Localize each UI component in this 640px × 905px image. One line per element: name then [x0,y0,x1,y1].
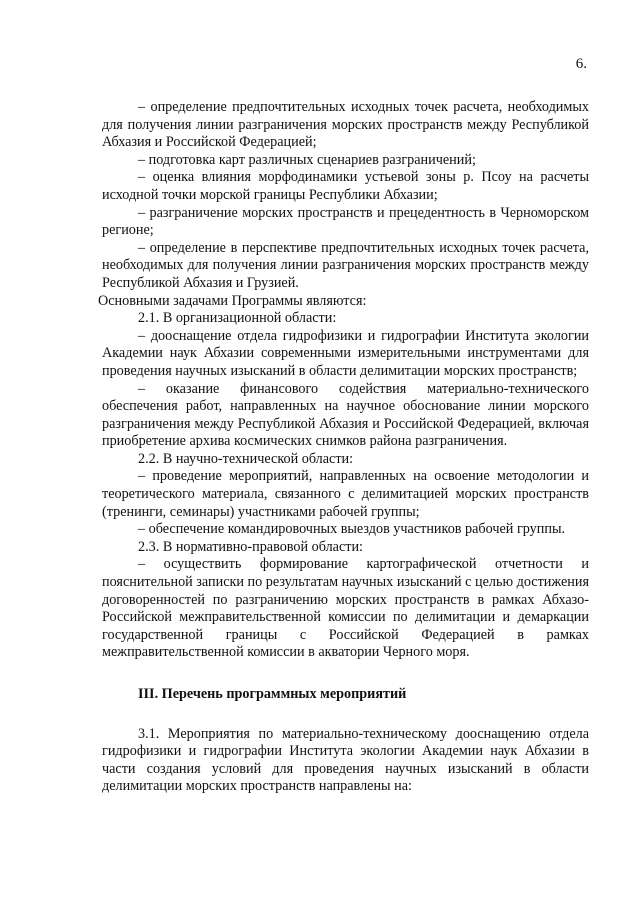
section-heading: III. Перечень программных мероприятий [138,686,407,702]
list-item: – определение предпочтительных исходных точек расчета, необходимых для получения линии разграничения морских пространств между Республикой Абхазия и Российской Федерацией; [102,99,589,151]
list-item: – оценка влияния морфодинамики устьевой зоны р. Псоу на расчеты исходной точки морской границы Республики Абхазии; [102,169,589,203]
list-item: – подготовка карт различных сценариев разграничений; [138,151,476,168]
list-item: – обеспечение командировочных выездов участников рабочей группы. [138,521,566,538]
section-paragraph: 3.1. Мероприятия по материально-техническому дооснащению отдела гидрофизики и гидрографии Института экологии Академии наук Абхазии в части создания условий для проведения научных изысканий в области делимитации морских пространств направлены на: [102,725,589,795]
list-item: – разграничение морских пространств и прецедентность в Черноморском регионе; [102,204,589,239]
list-item: – дооснащение отдела гидрофизики и гидрографии Института экологии Академии наук Абхазии современными измерительными инструментами для проведения научных изысканий в области делимитации морских пространств; [102,327,589,379]
section-title: 2.3. В нормативно-правовой области: [138,538,363,555]
tasks-intro: Основными задачами Программы являются: [98,292,367,309]
page-number: 6. [575,56,587,72]
list-item: – проведение мероприятий, направленных на освоение методологии и теоретического материала, связанного с делимитацией морских пространств (тренинги, семинары) участниками рабочей группы; [102,468,589,520]
document-body [98,99,589,796]
list-item: – оказание финансового содействия материально-технического обеспечения работ, направленных на научное обоснование линии морского разграничения между Республикой Абхазия и Российской Федерацией, включая приобретение архива космических снимков района разграничения. [102,380,589,450]
section-title: 2.2. В научно-технической области: [138,450,354,467]
list-item: – определение в перспективе предпочтительных исходных точек расчета, необходимых для получения линии разграничения морских пространств между Республикой Абхазия и Грузией. [102,239,589,291]
section-title: 2.1. В организационной области: [138,310,337,327]
list-item: – осуществить формирование картографической отчетности и пояснительной записки по результатам научных изысканий с целью достижения договоренностей по разграничению морских пространств в рамках Абхазо-Российской межправительственной комиссии по делимитации и демаркации государственной границы с Российской Федерацией в рамках межправительственной комиссии в акватории Черного моря. [102,556,589,661]
